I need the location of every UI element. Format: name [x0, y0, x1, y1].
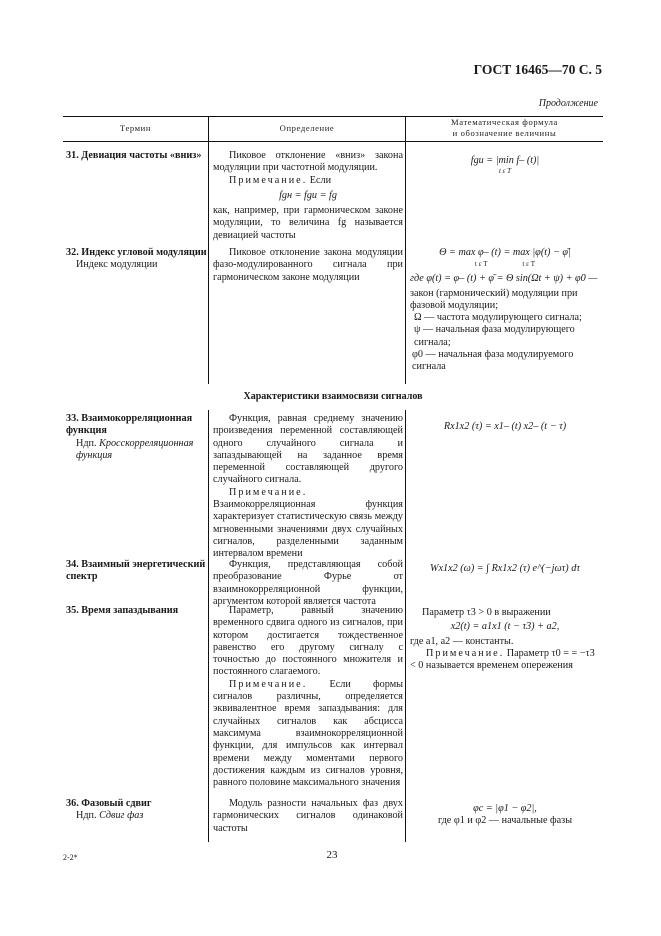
definition-33-note [213, 487, 403, 561]
term-33-alt [66, 438, 208, 463]
formula-32 [410, 247, 600, 374]
term-32-alt: Индекс модуляции [76, 259, 158, 271]
definition-33-text: Функция, равная среднему значению произведения переменной составляющей одного случайного сигнала и запаздывающей на заданное время переменной составляющей другого случайного сигнала. [213, 413, 403, 486]
formula-33: Rx1x2 (τ) = x1– (t) x2– (t − τ) [443, 421, 567, 432]
page-number: 23 [326, 849, 338, 861]
continuation-label: Продолжение [538, 98, 598, 109]
section-title: Характеристики взаимосвязи сигналов [243, 391, 423, 402]
formula-35-line2: x2(t) = a1x1 (t − τ3) + a2, [450, 621, 560, 633]
formula-35 [410, 607, 600, 672]
term-33 [66, 413, 208, 462]
formula-32-phase-law: где φ(t) = φ– (t) + φ̄ = Θ sin(Ωt + ψ) + φ0 — [410, 273, 598, 285]
formula-31 [410, 155, 600, 176]
note-label: Примечание. [229, 486, 308, 498]
formula-31-subscript: t ε T [498, 167, 512, 176]
term-36-label: 36. Фазовый сдвиг [66, 798, 152, 809]
definition-35 [213, 605, 403, 789]
definition-31-text: Пиковое отклонение «вниз» закона модуляции при частотной модуляции. [213, 150, 403, 174]
definition-31 [213, 150, 403, 242]
note-label: Примечание. [229, 174, 308, 186]
header-definition: Определение [279, 123, 335, 133]
formula-35-line3: где a1, a2 — константы. [410, 635, 514, 647]
footer-code: 2-2* [63, 853, 78, 862]
formula-32-legend-phi0: φ0 — начальная фаза модулируемого сигнала [412, 349, 574, 373]
term-36-alt [66, 810, 208, 822]
column-divider-1-lower [208, 410, 209, 842]
term-33-alt-prefix: Ндп. [76, 437, 100, 449]
term-36-alt-text: Сдвиг фаз [99, 810, 144, 822]
term-34 [66, 559, 208, 584]
header-term: Термин [119, 123, 152, 133]
formula-35-note [410, 648, 600, 673]
term-31-label: 31. Девиация частоты «вниз» [66, 150, 202, 161]
term-32 [66, 247, 208, 272]
formula-34: Wx1x2 (ω) = ∫ Rx1x2 (τ) e^(−jωτ) dτ [430, 563, 580, 574]
header-formula-line2: и обозначение величины [452, 128, 557, 138]
note-tail: Если [307, 174, 332, 186]
formula-32-subscript: t ε T t ε T [474, 260, 536, 269]
term-33-label: 33. Взаимокорреляционная функция [66, 413, 193, 437]
formula-31-expression: fgu = |min f– (t)| [470, 155, 540, 166]
note-text: Параметр τ0 = = −τ3 < 0 называется временем опережения [410, 647, 595, 672]
formula-36-line2: где φ1 и φ2 — начальные фазы [437, 815, 573, 827]
table-header-rule [63, 141, 603, 142]
definition-35-text: Параметр, равный значению временного сдвига одного из сигналов, при котором достигается тождественное равенство его другому сигналу с точностью до постоянного множителя и постоянного слагаемого. [213, 605, 403, 678]
definition-35-note [213, 679, 403, 790]
document-code: ГОСТ 16465—70 С. 5 [473, 62, 602, 77]
definition-33 [213, 413, 403, 561]
term-34-label: 34. Взаимный энергетический спектр [66, 559, 206, 583]
note-text: Взаимокорреляционная функция характеризует статистическую связь между мгновенными значениями двух случайных сигналов, разделенными заданным интервалом времени [213, 499, 403, 560]
definition-31-note [213, 175, 403, 187]
note-label: Примечание. [229, 678, 308, 690]
column-divider-2-lower [405, 410, 406, 842]
formula-36 [410, 803, 600, 828]
formula-32-expression: Θ = max φ– (t) = max |φ(t) − φ̄| [439, 247, 571, 258]
formula-32-legend-omega: Ω — частота модулирующего сигнала; [414, 312, 582, 324]
term-36-alt-prefix: Ндп. [76, 810, 100, 822]
term-32-label: 32. Индекс угловой модуляции [66, 247, 207, 258]
term-36 [66, 798, 208, 823]
note-text: Если формы сигналов различны, определяется эквивалентное время запаздывания: для случайных сигналов как абсцисса максимума взаимнокорреляционной функции, для импульсов как интервал времени между моментами первого достижения каждым из сигналов уровня, равного половине максимального значения [213, 678, 403, 789]
formula-36-line1: φc = |φ1 − φ2|, [473, 803, 537, 814]
term-31 [66, 150, 208, 162]
column-divider-2 [405, 116, 406, 384]
definition-36: Модуль разности начальных фаз двух гармонических сигналов одинаковой частоты [213, 798, 403, 834]
header-formula-line1: Математическая формула [451, 117, 558, 127]
note-label: Примечание. [426, 647, 505, 659]
formula-35-line1: Параметр τ3 > 0 в выражении [422, 607, 551, 618]
term-35-label: 35. Время запаздывания [66, 605, 179, 616]
definition-31-text2: как, например, при гармоническом законе модуляции, то величина fg называется девиацией частоты [213, 205, 403, 241]
definition-32: Пиковое отклонение закона модуляции фазо-модулированного сигнала при гармоническом законе модуляции [213, 247, 403, 283]
formula-32-law-text: закон (гармонический) модуляции при фазовой модуляции; [410, 287, 578, 311]
column-divider-1 [208, 116, 209, 384]
term-33-alt-text: Кросскорреляционная функция [76, 437, 194, 461]
term-35 [66, 605, 208, 617]
definition-31-equation: fgн = fgu = fg [279, 189, 337, 201]
definition-34: Функция, представляющая собой преобразование Фурье от взаимнокорреляционной функции, аргументом которой является частота [213, 559, 403, 607]
formula-32-legend-psi: ψ — начальная фаза модулирующего сигнала; [414, 324, 575, 348]
